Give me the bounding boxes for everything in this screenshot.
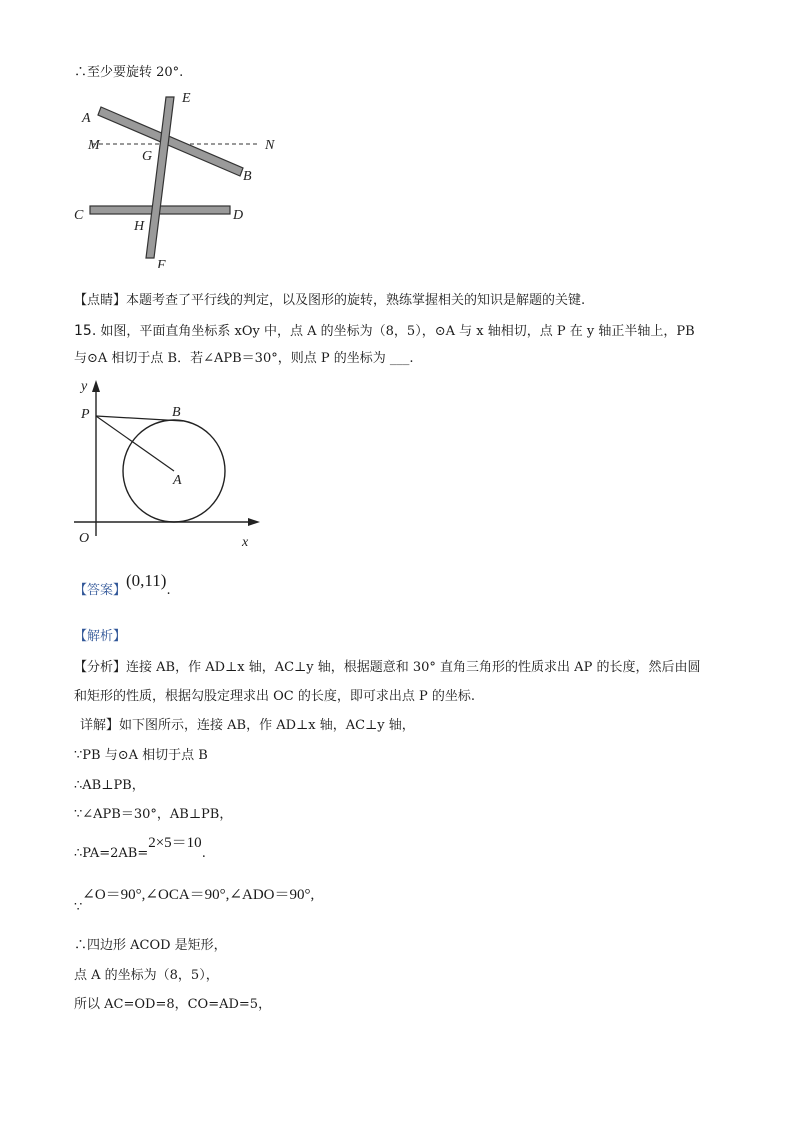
step-5-because: ∵ bbox=[74, 900, 83, 915]
label-C: C bbox=[74, 208, 84, 223]
analysis-heading: 【解析】 bbox=[74, 629, 127, 644]
stick-ef bbox=[146, 97, 174, 258]
analysis-detail: 详解】如下图所示，连接 AB，作 AD⊥x 轴，AC⊥y 轴， bbox=[80, 718, 415, 733]
question-line-2: 与⊙A 相切于点 B．若∠APB＝30°，则点 P 的坐标为 ___. bbox=[74, 351, 414, 366]
label-E: E bbox=[182, 91, 191, 106]
label-F: F bbox=[157, 258, 166, 268]
step-6: ∴四边形 ACOD 是矩形， bbox=[74, 938, 227, 953]
step-4-prefix: ∴PA=2AB= bbox=[74, 846, 149, 861]
figure2-shapes bbox=[74, 380, 260, 536]
question-number: 15. bbox=[74, 323, 97, 339]
tangent-pb bbox=[96, 416, 183, 421]
figure1-shapes bbox=[90, 97, 260, 258]
step-5 bbox=[74, 886, 315, 915]
segment-pa bbox=[96, 416, 174, 471]
step-7: 点 A 的坐标为（8，5）， bbox=[74, 968, 219, 983]
label-y: y bbox=[81, 379, 88, 394]
x-axis-arrow bbox=[248, 518, 260, 526]
conclusion-text: ∴至少要旋转 20°. bbox=[74, 65, 184, 80]
label-H: H bbox=[134, 219, 145, 234]
coordinate-figure bbox=[70, 372, 270, 552]
answer-end: . bbox=[166, 583, 171, 598]
key-point-note: 【点睛】本题考查了平行线的判定，以及图形的旋转，熟练掌握相关的知识是解题的关键. bbox=[74, 293, 586, 308]
step-4 bbox=[74, 835, 206, 863]
step-4-math: 2×5＝10 bbox=[148, 835, 202, 851]
label-G: G bbox=[142, 149, 153, 164]
analysis-fenxi-1: 【分析】连接 AB，作 AD⊥x 轴，AC⊥y 轴，根据题意和 30° 直角三角形的性质求出 AP 的长度，然后由圆 bbox=[74, 660, 701, 675]
step-4-end: . bbox=[201, 846, 206, 861]
label-A: A bbox=[82, 111, 91, 126]
label-D: D bbox=[233, 208, 244, 223]
label-P: P bbox=[81, 407, 90, 422]
step-5-math: ∠O＝90°,∠OCA＝90°,∠ADO＝90°, bbox=[82, 887, 315, 903]
label-B: B bbox=[243, 169, 252, 184]
label-O: O bbox=[79, 531, 90, 546]
answer-label: 【答案】 bbox=[74, 583, 127, 598]
step-1: ∵PB 与⊙A 相切于点 B bbox=[74, 748, 208, 763]
step-3: ∵∠APB＝30°，AB⊥PB， bbox=[74, 807, 233, 822]
question-line-1 bbox=[74, 322, 695, 341]
y-axis-arrow bbox=[92, 380, 100, 392]
question-text-1: 如图，平面直角坐标系 xOy 中，点 A 的坐标为（8，5），⊙A 与 x 轴相切，点 P 在 y 轴正半轴上，PB bbox=[100, 324, 695, 339]
label-B2: B bbox=[172, 405, 181, 420]
label-x: x bbox=[242, 535, 249, 550]
step-2: ∴AB⊥PB， bbox=[74, 778, 145, 793]
answer-line bbox=[74, 571, 171, 600]
label-A2: A bbox=[173, 473, 182, 488]
label-M: M bbox=[88, 138, 100, 153]
answer-value: (0,11) bbox=[126, 571, 167, 590]
label-N: N bbox=[265, 138, 275, 153]
step-8: 所以 AC=OD=8，CO=AD=5， bbox=[74, 997, 272, 1012]
analysis-fenxi-2: 和矩形的性质，根据勾股定理求出 OC 的长度，即可求出点 P 的坐标. bbox=[74, 689, 476, 704]
rotation-figure bbox=[68, 88, 288, 268]
